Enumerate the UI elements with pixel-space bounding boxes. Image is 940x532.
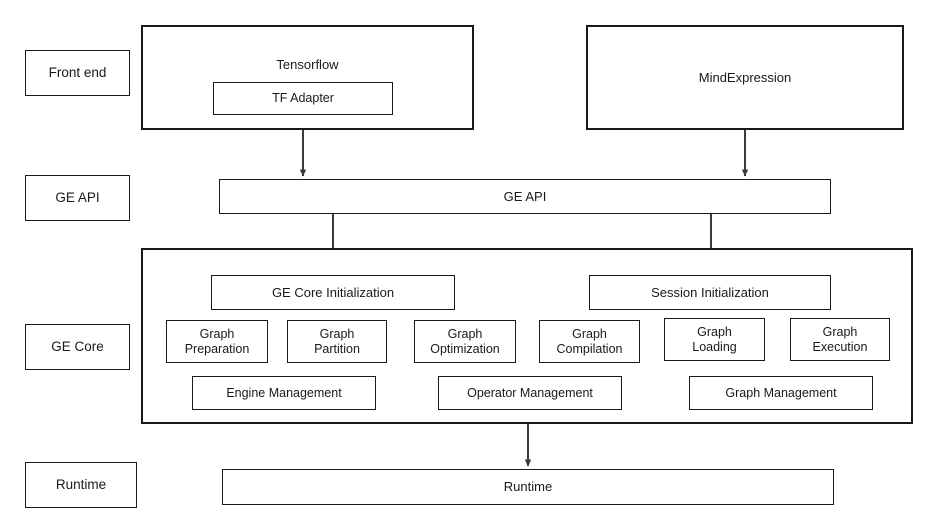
graph-optimization-box: Graph Optimization [414,320,516,363]
graph-execution-box: Graph Execution [790,318,890,361]
ge-core-initialization-box: GE Core Initialization [211,275,455,310]
graph-preparation-box: Graph Preparation [166,320,268,363]
layer-label-ge-api: GE API [25,175,130,221]
runtime-band: Runtime [222,469,834,505]
graph-management-box: Graph Management [689,376,873,410]
layer-label-front-end: Front end [25,50,130,96]
layer-label-runtime: Runtime [25,462,137,508]
graph-loading-box: Graph Loading [664,318,765,361]
tf-adapter-box: TF Adapter [213,82,393,115]
graph-partition-box: Graph Partition [287,320,387,363]
ge-api-band: GE API [219,179,831,214]
session-initialization-box: Session Initialization [589,275,831,310]
tensorflow-label: Tensorflow [276,57,339,72]
graph-compilation-box: Graph Compilation [539,320,640,363]
engine-management-box: Engine Management [192,376,376,410]
operator-management-box: Operator Management [438,376,622,410]
mindexpression-box: MindExpression [586,25,904,130]
layer-label-ge-core: GE Core [25,324,130,370]
